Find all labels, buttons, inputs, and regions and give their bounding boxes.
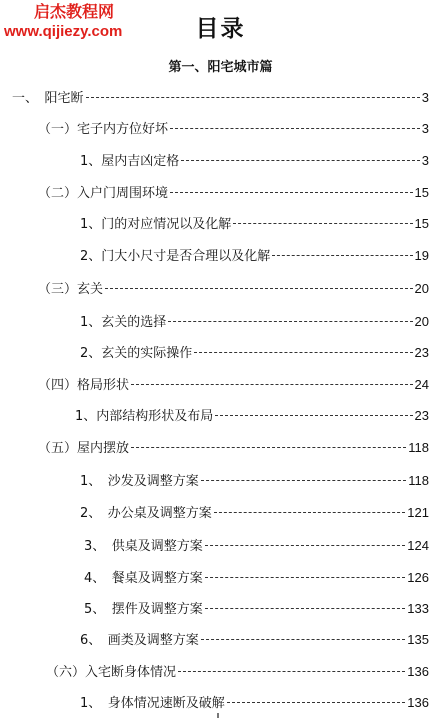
- toc-leader-dots: [131, 384, 413, 385]
- toc-entry-page: 136: [407, 664, 429, 679]
- toc-entry-label: （六）入宅断身体情况: [46, 665, 177, 680]
- toc-entry[interactable]: [46, 661, 429, 681]
- toc-entry[interactable]: [80, 692, 429, 712]
- toc-entry-page: 3: [421, 90, 429, 105]
- toc-entry-page: 23: [414, 345, 429, 360]
- toc-entry[interactable]: [84, 567, 429, 587]
- toc-entry-label: 2、 办公桌及调整方案: [80, 506, 212, 521]
- toc-leader-dots: [214, 512, 406, 513]
- toc-leader-dots: [201, 639, 406, 640]
- toc-leader-dots: [86, 97, 420, 98]
- toc-entry-page: 15: [414, 185, 429, 200]
- toc-entry-page: 19: [414, 248, 429, 263]
- toc-entry-page: 15: [414, 216, 429, 231]
- toc-entry[interactable]: [38, 182, 429, 202]
- toc-leader-dots: [181, 160, 419, 161]
- toc-leader-dots: [168, 321, 412, 322]
- toc-leader-dots: [205, 577, 406, 578]
- toc-entry-label: 1、屋内吉凶定格: [80, 154, 180, 169]
- toc-entry-page: 20: [414, 314, 429, 329]
- toc-entry-label: 5、 摆件及调整方案: [84, 602, 203, 617]
- toc-entry-label: （三）玄关: [38, 282, 104, 297]
- toc-entry-page: 124: [407, 538, 429, 553]
- toc-entry[interactable]: [80, 213, 429, 233]
- toc-leader-dots: [227, 702, 406, 703]
- toc-entry[interactable]: [80, 311, 429, 331]
- toc-entry-page: 126: [407, 570, 429, 585]
- toc-entry[interactable]: [80, 245, 429, 265]
- toc-leader-dots: [215, 415, 412, 416]
- toc-leader-dots: [178, 671, 405, 672]
- toc-entry-label: 2、玄关的实际操作: [80, 346, 193, 361]
- toc-leader-dots: [131, 447, 406, 448]
- toc-entry-label: 1、门的对应情况以及化解: [80, 217, 232, 232]
- toc-entry[interactable]: [80, 470, 429, 490]
- toc-entry-page: 3: [421, 121, 429, 136]
- toc-entry[interactable]: [38, 437, 429, 457]
- toc-entry-page: 118: [408, 440, 429, 455]
- toc-entry-label: 1、 沙发及调整方案: [80, 474, 199, 489]
- page-title: 目录: [195, 16, 246, 42]
- toc-entry-page: 135: [407, 632, 429, 647]
- toc-entry-label: 一、 阳宅断: [12, 91, 84, 106]
- toc-entry-page: 24: [414, 377, 429, 392]
- toc-entry-label: 6、 画类及调整方案: [80, 633, 199, 648]
- toc-entry[interactable]: [80, 629, 429, 649]
- toc-entry-label: （二）入户门周围环境: [38, 186, 169, 201]
- toc-entry-page: 133: [407, 601, 429, 616]
- toc-entry[interactable]: [80, 502, 429, 522]
- toc-leader-dots: [233, 223, 412, 224]
- watermark-url: www.qijiezy.com: [4, 23, 123, 40]
- toc-entry[interactable]: [80, 150, 429, 170]
- section-heading: 第一、阳宅城市篇: [168, 60, 273, 75]
- toc-leader-dots: [194, 352, 412, 353]
- toc-entry-label: 1、玄关的选择: [80, 315, 167, 330]
- toc-entry-label: 2、门大小尺寸是否合理以及化解: [80, 249, 271, 264]
- toc-entry[interactable]: [84, 535, 429, 555]
- toc-entry[interactable]: [12, 87, 429, 107]
- toc-leader-dots: [272, 255, 412, 256]
- toc-entry[interactable]: [80, 342, 429, 362]
- toc-entry[interactable]: [84, 598, 429, 618]
- toc-entry-page: 20: [414, 281, 429, 296]
- toc-leader-dots: [205, 608, 406, 609]
- toc-entry-label: （五）屋内摆放: [38, 441, 130, 456]
- toc-entry-label: 3、 供桌及调整方案: [84, 539, 203, 554]
- toc-entry-page: 3: [421, 153, 429, 168]
- toc-entry[interactable]: [75, 405, 429, 425]
- toc-entry[interactable]: [38, 278, 429, 298]
- toc-entry-label: 4、 餐桌及调整方案: [84, 571, 203, 586]
- toc-leader-dots: [170, 128, 420, 129]
- toc-leader-dots: [201, 480, 406, 481]
- toc-entry[interactable]: [38, 118, 429, 138]
- watermark-site-name: 启杰教程网: [34, 2, 115, 21]
- toc-entry-label: 1、 身体情况速断及破解: [80, 696, 225, 711]
- toc-entry-label: 1、内部结构形状及布局: [75, 409, 214, 424]
- toc-leader-dots: [205, 545, 406, 546]
- toc-entry-label: （四）格局形状: [38, 378, 130, 393]
- toc-leader-dots: [105, 288, 413, 289]
- toc-entry-page: 23: [414, 408, 429, 423]
- toc-entry-label: （一）宅子内方位好坏: [38, 122, 169, 137]
- toc-leader-dots: [170, 192, 413, 193]
- toc-entry-page: 121: [407, 505, 429, 520]
- toc-entry-page: 118: [408, 473, 429, 488]
- toc-entry[interactable]: [38, 374, 429, 394]
- toc-entry-page: 136: [407, 695, 429, 710]
- footer-mark: [217, 713, 219, 718]
